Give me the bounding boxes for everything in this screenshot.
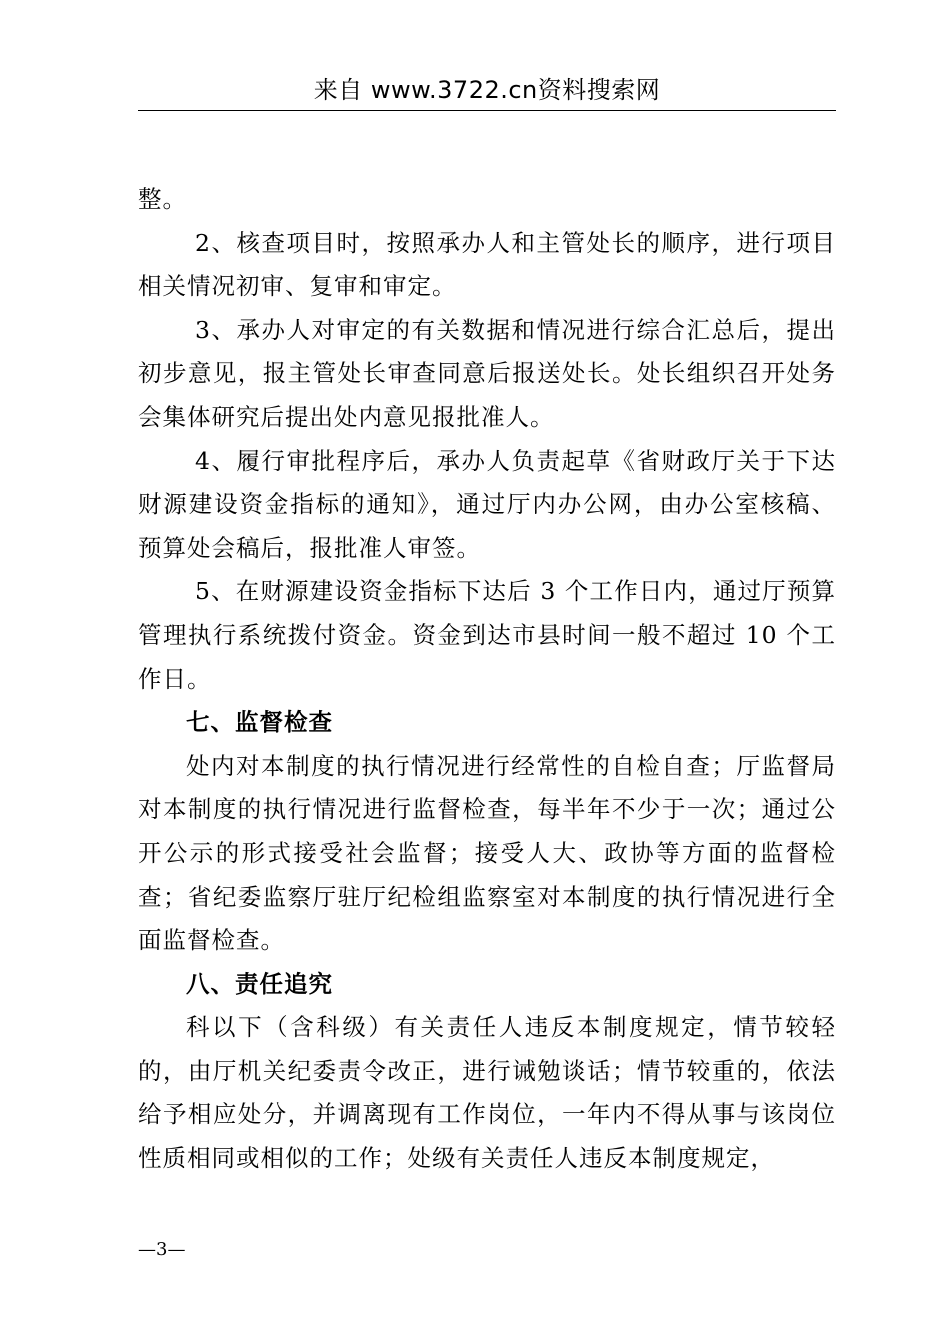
paragraph-item-3: 3、承办人对审定的有关数据和情况进行综合汇总后，提出初步意见，报主管处长审查同意后报送处长。处长组织召开处务会集体研究后提出处内意见报批准人。 xyxy=(138,315,836,431)
paragraph-item-5: 5、在财源建设资金指标下达后 3 个工作日内，通过厅预算管理执行系统拨付资金。资金到达市县时间一般不超过 10 个工作日。 xyxy=(138,577,836,693)
paragraph-item-4: 4、履行审批程序后，承办人负责起草《省财政厅关于下达财源建设资金指标的通知》，通过厅内办公网，由办公室核稿、预算处会稿后，报批准人审签。 xyxy=(138,446,836,562)
page-number: —3— xyxy=(138,1239,186,1260)
paragraph-supervision: 处内对本制度的执行情况进行经常性的自检自查；厅监督局对本制度的执行情况进行监督检查，每半年不少于一次；通过公开公示的形式接受社会监督；接受人大、政协等方面的监督检查；省纪委监察厅驻厅纪检组监察室对本制度的执行情况进行全面监督检查。 xyxy=(138,751,836,955)
paragraph-accountability: 科以下（含科级）有关责任人违反本制度规定，情节较轻的，由厅机关纪委责令改正，进行诫勉谈话；情节较重的，依法给予相应处分，并调离现有工作岗位，一年内不得从事与该岗位性质相同或相似的工作；处级有关责任人违反本制度规定， xyxy=(138,1013,836,1173)
paragraph-item-2: 2、核查项目时，按照承办人和主管处长的顺序，进行项目相关情况初审、复审和审定。 xyxy=(138,228,836,301)
page-header: 来自 www.3722.cn资料搜索网 xyxy=(138,70,836,111)
section-heading-supervision: 七、监督检查 xyxy=(186,708,333,737)
paragraph-continued: 整。 xyxy=(138,185,187,213)
document-body xyxy=(138,178,836,1181)
section-heading-accountability: 八、责任追究 xyxy=(186,969,333,998)
